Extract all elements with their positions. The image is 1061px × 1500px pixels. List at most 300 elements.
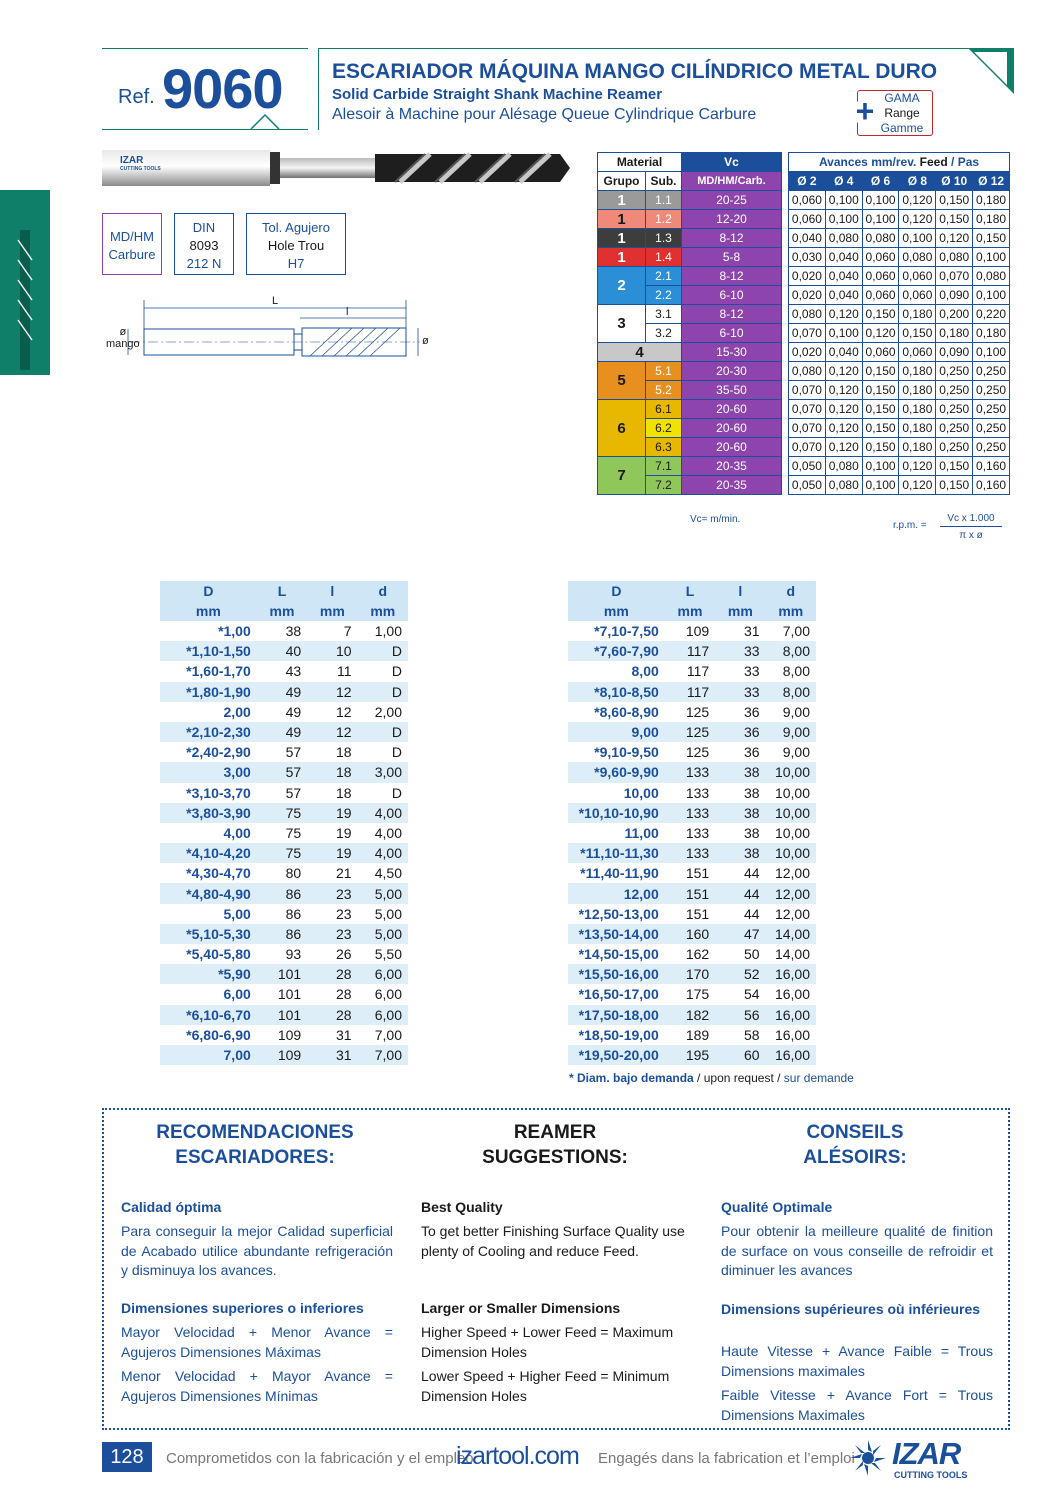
length-cell: 49 xyxy=(285,703,302,720)
feed-cell: 0,150 xyxy=(862,381,899,400)
feed-cell: 0,060 xyxy=(789,191,826,210)
table-row xyxy=(568,641,816,661)
length-cell: 133 xyxy=(665,843,715,863)
shank-cell: 12,00 xyxy=(774,905,810,922)
group-cell: 4 xyxy=(598,343,682,362)
length-cell: 151 xyxy=(685,905,710,922)
feed-cell: 0,180 xyxy=(973,191,1010,210)
group-cell: 6 xyxy=(598,400,646,457)
shank-cell: 4,00 xyxy=(358,843,408,863)
flute-length-cell: 28 xyxy=(336,986,352,1003)
feed-cell: 0,250 xyxy=(973,438,1010,457)
table-row xyxy=(160,863,408,883)
feed-cell: 0,120 xyxy=(825,419,862,438)
din-spec: DIN 8093 212 N xyxy=(174,213,234,275)
diameter-cell: *7,60-7,90 xyxy=(568,641,665,661)
diameter-header: Ø 8 xyxy=(899,172,936,191)
feed-cell: 0,020 xyxy=(789,267,826,286)
length-cell: 189 xyxy=(685,1026,710,1043)
table-row xyxy=(568,1045,816,1065)
feed-cell: 0,070 xyxy=(789,400,826,419)
page-number: 128 xyxy=(102,1442,152,1472)
flute-length-cell: 36 xyxy=(744,744,760,761)
feed-cell: 0,020 xyxy=(789,343,826,362)
flute-length-cell: 38 xyxy=(744,824,760,841)
flute-length-cell: 12 xyxy=(307,722,357,742)
table-row xyxy=(160,924,408,944)
material-row xyxy=(598,191,782,210)
feed-cell: 0,150 xyxy=(899,324,936,343)
length-cell: 86 xyxy=(285,905,302,922)
feed-cell: 0,150 xyxy=(973,229,1010,248)
table-row xyxy=(568,924,816,944)
dim-header: d xyxy=(358,581,408,601)
table-row xyxy=(568,1005,816,1025)
table-row xyxy=(568,944,816,964)
table-row xyxy=(568,984,816,1004)
feed-cell: 0,100 xyxy=(973,248,1010,267)
gama-fr: Gamme xyxy=(880,121,924,135)
diameter-cell: 5,00 xyxy=(223,905,251,922)
table-row xyxy=(160,682,408,702)
feed-cell: 0,120 xyxy=(899,476,936,495)
feed-row xyxy=(789,419,1010,438)
diameter-cell: 12,00 xyxy=(568,883,665,903)
length-cell: 86 xyxy=(257,924,307,944)
flute-length-cell: 28 xyxy=(307,964,357,984)
shank-cell: 9,00 xyxy=(782,703,810,720)
sub-cell: 2.1 xyxy=(646,267,682,286)
feed-row xyxy=(789,286,1010,305)
length-cell: 38 xyxy=(285,623,302,640)
diameter-cell: 6,00 xyxy=(223,986,251,1003)
feed-cell: 0,150 xyxy=(936,191,973,210)
length-cell: 125 xyxy=(665,722,715,742)
diameter-header: Ø 2 xyxy=(789,172,826,191)
shank-cell: 5,00 xyxy=(358,924,408,944)
table-row xyxy=(160,964,408,984)
feed-cell: 0,100 xyxy=(862,476,899,495)
table-row xyxy=(568,742,816,762)
feed-cell: 0,090 xyxy=(936,286,973,305)
shank-cell: 4,00 xyxy=(358,803,408,823)
feed-cell: 0,060 xyxy=(899,343,936,362)
feed-cell: 0,250 xyxy=(973,381,1010,400)
feed-cell: 0,020 xyxy=(789,286,826,305)
length-cell: 109 xyxy=(277,1026,302,1043)
rec-fr-p2: Haute Vitesse + Avance Faible = Trous Dimensions maximales xyxy=(721,1343,993,1379)
diameter-cell: 2,00 xyxy=(223,703,251,720)
feed-cell: 0,100 xyxy=(862,210,899,229)
diameter-cell: 8,00 xyxy=(631,663,659,680)
feed-cell: 0,250 xyxy=(973,419,1010,438)
feed-cell: 0,070 xyxy=(936,267,973,286)
feed-cell: 0,060 xyxy=(862,343,899,362)
length-cell: 49 xyxy=(257,682,307,702)
diameter-cell: *4,30-4,70 xyxy=(186,865,251,882)
material-row xyxy=(598,457,782,476)
feed-cell: 0,040 xyxy=(825,248,862,267)
flute-length-cell: 12 xyxy=(336,703,352,720)
feed-cell: 0,060 xyxy=(899,286,936,305)
izar-logo-text: IZAR xyxy=(892,1436,961,1471)
sub-header: Sub. xyxy=(646,172,682,191)
feed-cell: 0,120 xyxy=(825,362,862,381)
flute-length-cell: 12 xyxy=(307,682,357,702)
label-L: L xyxy=(272,295,279,307)
group-cell: 1 xyxy=(598,248,646,267)
group-cell: 1 xyxy=(598,210,646,229)
feed-cell: 0,080 xyxy=(825,229,862,248)
length-cell: 117 xyxy=(665,641,715,661)
table-row xyxy=(568,762,816,782)
feed-row xyxy=(789,191,1010,210)
length-cell: 175 xyxy=(685,986,710,1003)
length-cell: 109 xyxy=(257,1045,307,1065)
material-row xyxy=(598,248,782,267)
flute-length-cell: 31 xyxy=(336,1026,352,1043)
flute-length-cell: 19 xyxy=(307,803,357,823)
rec-es-p1: Para conseguir la mejor Calidad superficial de Acabado utilice abundante refrigeración y disminuya los avances. xyxy=(121,1223,393,1278)
diameter-cell: *9,10-9,50 xyxy=(594,744,659,761)
feed-cell: 0,100 xyxy=(973,343,1010,362)
sub-cell: 5.2 xyxy=(646,381,682,400)
table-row xyxy=(160,904,408,924)
feed-header: Avances mm/rev. Feed / Pas xyxy=(789,153,1010,172)
diameter-cell: *13,50-14,00 xyxy=(568,924,665,944)
label-l: l xyxy=(346,306,349,318)
length-cell: 109 xyxy=(685,623,710,640)
feed-row xyxy=(789,210,1010,229)
rec-es-p3: Menor Velocidad + Mayor Avance = Agujeros Dimensiones Mínimas xyxy=(121,1368,393,1404)
shank-cell: 16,00 xyxy=(766,1045,816,1065)
feed-cell: 0,150 xyxy=(862,438,899,457)
feed-row xyxy=(789,400,1010,419)
diameter-cell: *1,80-1,90 xyxy=(160,682,257,702)
diameter-cell: *11,40-11,90 xyxy=(580,865,659,882)
feed-cell: 0,080 xyxy=(789,305,826,324)
length-cell: 162 xyxy=(685,946,710,963)
shank-cell: 5,00 xyxy=(374,905,402,922)
rec-heading-es: RECOMENDACIONES ESCARIADORES: xyxy=(156,1122,354,1168)
length-cell: 125 xyxy=(685,744,710,761)
vc-note: Vc= m/min. xyxy=(690,514,741,525)
feed-cell: 0,180 xyxy=(899,400,936,419)
shank-cell: 6,00 xyxy=(358,964,408,984)
feed-cell: 0,080 xyxy=(899,248,936,267)
feed-row xyxy=(789,457,1010,476)
title-fr: Alesoir à Machine pour Alésage Queue Cylindrique Carbure xyxy=(332,106,757,123)
diameter-cell: *5,10-5,30 xyxy=(160,924,257,944)
sub-cell: 6.3 xyxy=(646,438,682,457)
shank-cell: D xyxy=(358,641,408,661)
feed-cell: 0,060 xyxy=(862,286,899,305)
diameter-cell: *19,50-20,00 xyxy=(568,1045,665,1065)
feed-table xyxy=(788,152,1010,495)
length-cell: 125 xyxy=(685,703,710,720)
range-badge xyxy=(857,90,933,136)
feed-row xyxy=(789,438,1010,457)
diameter-cell: *3,10-3,70 xyxy=(186,784,251,801)
vc-cell: 20-60 xyxy=(682,400,782,419)
feed-row xyxy=(789,305,1010,324)
length-cell: 40 xyxy=(257,641,307,661)
diameter-cell: *4,80-4,90 xyxy=(160,883,257,903)
shank-cell: 7,00 xyxy=(358,1045,408,1065)
flute-length-cell: 33 xyxy=(744,663,760,680)
table-row xyxy=(568,722,816,742)
shank-cell: D xyxy=(358,722,408,742)
shank-cell: 4,50 xyxy=(374,865,402,882)
flute-length-cell: 50 xyxy=(744,946,760,963)
shank-cell: 7,00 xyxy=(374,1026,402,1043)
material-row xyxy=(598,343,782,362)
gama-en: Range xyxy=(884,106,920,120)
feed-cell: 0,250 xyxy=(936,438,973,457)
diameter-cell: *16,50-17,00 xyxy=(578,986,659,1003)
gama-es: GAMA xyxy=(884,91,920,105)
vc-cell: 8-12 xyxy=(682,229,782,248)
feed-cell: 0,070 xyxy=(789,438,826,457)
feed-cell: 0,120 xyxy=(825,305,862,324)
footer-right: Engagés dans la fabrication et l’emploi xyxy=(598,1450,855,1467)
rec-en-p3: Lower Speed + Higher Feed = Minimum Dimension Holes xyxy=(421,1368,670,1404)
vc-cell: 20-35 xyxy=(682,476,782,495)
sub-cell: 1.2 xyxy=(646,210,682,229)
feed-row xyxy=(789,229,1010,248)
feed-cell: 0,180 xyxy=(899,305,936,324)
sub-cell: 3.1 xyxy=(646,305,682,324)
flute-length-cell: 21 xyxy=(336,865,352,882)
group-cell: 1 xyxy=(598,191,646,210)
feed-cell: 0,070 xyxy=(789,324,826,343)
flute-length-cell: 47 xyxy=(715,924,765,944)
length-cell: 86 xyxy=(257,883,307,903)
feed-cell: 0,250 xyxy=(936,362,973,381)
length-cell: 133 xyxy=(665,762,715,782)
shank-cell: 14,00 xyxy=(766,924,816,944)
feed-cell: 0,180 xyxy=(973,210,1010,229)
footer-site[interactable]: izartool.com xyxy=(456,1442,579,1470)
diameter-cell: 10,00 xyxy=(623,784,659,801)
diameter-cell: *14,50-15,00 xyxy=(578,946,659,963)
dim-header: L xyxy=(665,581,715,601)
feed-cell: 0,180 xyxy=(899,419,936,438)
table-row xyxy=(160,843,408,863)
dim-header: D xyxy=(568,581,665,601)
vc-cell: 20-30 xyxy=(682,362,782,381)
group-cell: 5 xyxy=(598,362,646,400)
feed-cell: 0,180 xyxy=(899,438,936,457)
table-row xyxy=(160,1025,408,1045)
feed-row xyxy=(789,343,1010,362)
feed-cell: 0,120 xyxy=(899,210,936,229)
table-row xyxy=(568,883,816,903)
table-row xyxy=(568,843,816,863)
length-cell: 133 xyxy=(685,824,710,841)
rec-heading-en: REAMER SUGGESTIONS: xyxy=(482,1122,628,1168)
material-row xyxy=(598,362,782,381)
flute-length-cell: 19 xyxy=(336,824,352,841)
feed-cell: 0,250 xyxy=(936,381,973,400)
shank-cell: 9,00 xyxy=(766,722,816,742)
material-table xyxy=(597,152,782,495)
flute-length-cell: 28 xyxy=(307,1005,357,1025)
flute-length-cell: 18 xyxy=(307,762,357,782)
title-es: ESCARIADOR MÁQUINA MANGO CILÍNDRICO METAL DURO xyxy=(332,60,938,83)
flute-length-cell: 56 xyxy=(715,1005,765,1025)
flute-length-cell: 44 xyxy=(744,865,760,882)
feed-cell: 0,120 xyxy=(936,229,973,248)
shank-cell: 8,00 xyxy=(766,682,816,702)
sub-cell: 6.1 xyxy=(646,400,682,419)
feed-cell: 0,150 xyxy=(862,419,899,438)
dim-header: l xyxy=(307,581,357,601)
vc-cell: 5-8 xyxy=(682,248,782,267)
length-cell: 75 xyxy=(257,803,307,823)
dim-unit: mm xyxy=(307,601,357,621)
shank-cell: 14,00 xyxy=(774,946,810,963)
feed-cell: 0,080 xyxy=(789,362,826,381)
material-header: Material xyxy=(598,153,682,172)
flute-length-cell: 23 xyxy=(307,883,357,903)
diameter-header: Ø 4 xyxy=(825,172,862,191)
feed-cell: 0,250 xyxy=(936,400,973,419)
sub-cell: 2.2 xyxy=(646,286,682,305)
feed-cell: 0,040 xyxy=(825,267,862,286)
diameter-cell: *15,50-16,00 xyxy=(568,964,665,984)
table-row xyxy=(568,803,816,823)
vc-cell: 15-30 xyxy=(682,343,782,362)
length-cell: 170 xyxy=(665,964,715,984)
rec-en-sub2: Larger or Smaller Dimensions xyxy=(421,1300,621,1316)
flute-length-cell: 23 xyxy=(336,905,352,922)
diameter-cell: *1,00 xyxy=(218,623,251,640)
shank-cell: 3,00 xyxy=(358,762,408,782)
shank-cell: D xyxy=(391,744,402,761)
shank-cell: 10,00 xyxy=(766,762,816,782)
feed-cell: 0,060 xyxy=(862,267,899,286)
sub-cell: 7.1 xyxy=(646,457,682,476)
dimension-diagram xyxy=(100,292,440,377)
length-cell: 195 xyxy=(665,1045,715,1065)
feed-cell: 0,100 xyxy=(825,210,862,229)
sub-cell: 3.2 xyxy=(646,324,682,343)
feed-cell: 0,050 xyxy=(789,457,826,476)
table-row xyxy=(160,621,408,641)
grupo-header: Grupo xyxy=(598,172,646,191)
shank-cell: 16,00 xyxy=(774,986,810,1003)
feed-cell: 0,120 xyxy=(899,191,936,210)
length-cell: 133 xyxy=(665,803,715,823)
feed-cell: 0,250 xyxy=(973,400,1010,419)
vc-cell: 6-10 xyxy=(682,286,782,305)
feed-cell: 0,030 xyxy=(789,248,826,267)
shank-cell: 5,00 xyxy=(358,883,408,903)
diameter-cell: *4,10-4,20 xyxy=(160,843,257,863)
shank-cell: 10,00 xyxy=(774,784,810,801)
table-row xyxy=(568,783,816,803)
shank-cell: D xyxy=(391,784,402,801)
shank-cell: 8,00 xyxy=(782,663,810,680)
dim-unit: mm xyxy=(715,601,765,621)
table-row xyxy=(160,641,408,661)
shank-cell: D xyxy=(358,682,408,702)
feed-cell: 0,100 xyxy=(825,191,862,210)
diameter-cell: *18,50-19,00 xyxy=(578,1026,659,1043)
feed-cell: 0,100 xyxy=(825,324,862,343)
vc-cell: 35-50 xyxy=(682,381,782,400)
label-shank: ø mango xyxy=(106,326,140,350)
shank-cell: 7,00 xyxy=(782,623,810,640)
diameter-cell: *5,90 xyxy=(160,964,257,984)
plus-icon: + xyxy=(852,99,878,125)
vc-cell: 20-60 xyxy=(682,438,782,457)
sub-cell: 5.1 xyxy=(646,362,682,381)
rec-en-p1: To get better Finishing Surface Quality use plenty of Cooling and reduce Feed. xyxy=(421,1223,685,1259)
dim-unit: mm xyxy=(358,601,408,621)
length-cell: 182 xyxy=(665,1005,715,1025)
material-row xyxy=(598,400,782,419)
shank-cell: 8,00 xyxy=(766,641,816,661)
diameter-header: Ø 6 xyxy=(862,172,899,191)
diameter-cell: *17,50-18,00 xyxy=(568,1005,665,1025)
feed-cell: 0,080 xyxy=(936,248,973,267)
diameter-cell: *11,10-11,30 xyxy=(568,843,665,863)
sub-cell: 6.2 xyxy=(646,419,682,438)
dims-table-left xyxy=(160,581,408,1065)
izar-logo-icon xyxy=(848,1438,888,1478)
length-cell: 101 xyxy=(257,1005,307,1025)
table-row xyxy=(160,702,408,722)
feed-cell: 0,150 xyxy=(936,457,973,476)
feed-cell: 0,220 xyxy=(973,305,1010,324)
feed-cell: 0,150 xyxy=(862,400,899,419)
table-row xyxy=(160,661,408,681)
feed-cell: 0,100 xyxy=(862,457,899,476)
dims-table-right xyxy=(568,581,816,1065)
feed-cell: 0,120 xyxy=(825,438,862,457)
sub-cell: 1.3 xyxy=(646,229,682,248)
dim-unit: mm xyxy=(160,601,257,621)
feed-cell: 0,120 xyxy=(899,457,936,476)
flute-length-cell: 38 xyxy=(715,803,765,823)
feed-cell: 0,250 xyxy=(973,362,1010,381)
feed-cell: 0,120 xyxy=(825,381,862,400)
shank-cell: D xyxy=(391,663,402,680)
length-cell: 43 xyxy=(285,663,302,680)
shank-cell: 16,00 xyxy=(766,964,816,984)
vc-header: Vc xyxy=(682,153,782,172)
table-row xyxy=(160,803,408,823)
footer-left: Comprometidos con la fabricación y el empleo xyxy=(166,1450,474,1467)
rec-en-p2: Higher Speed + Lower Feed = Maximum Dimension Holes xyxy=(421,1324,674,1360)
length-cell: 49 xyxy=(257,722,307,742)
vc-cell: 8-12 xyxy=(682,305,782,324)
feed-cell: 0,040 xyxy=(825,343,862,362)
table-row xyxy=(160,783,408,803)
rec-fr-sub1: Qualité Optimale xyxy=(721,1199,833,1215)
dim-unit: mm xyxy=(568,601,665,621)
diameter-cell: 4,00 xyxy=(223,824,251,841)
flute-length-cell: 19 xyxy=(307,843,357,863)
diameter-cell: *1,10-1,50 xyxy=(160,641,257,661)
length-cell: 151 xyxy=(685,865,710,882)
feed-cell: 0,180 xyxy=(899,381,936,400)
dim-header: l xyxy=(715,581,765,601)
rec-heading-fr: CONSEILS ALÉSOIRS: xyxy=(803,1122,907,1168)
diameter-cell: *12,50-13,00 xyxy=(578,905,659,922)
